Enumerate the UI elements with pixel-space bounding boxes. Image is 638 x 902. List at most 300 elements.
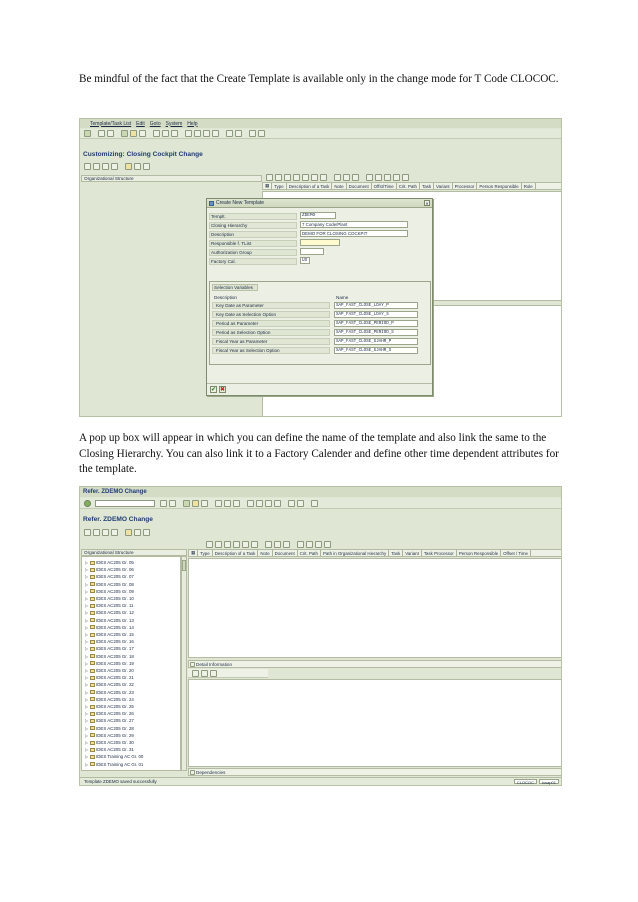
tree-item-label: IDES AC205 Gr. 22 bbox=[96, 682, 134, 688]
sel-row bbox=[212, 338, 428, 346]
tree-item[interactable] bbox=[85, 710, 134, 717]
tree-scrollbar[interactable] bbox=[181, 556, 187, 771]
sel-name-input[interactable]: SAP_FAST_CLOSE_GJAHR_P bbox=[334, 338, 418, 345]
tree-item[interactable] bbox=[85, 660, 134, 667]
folder-icon bbox=[90, 741, 95, 745]
expand-arrow-icon[interactable]: ▷ bbox=[85, 581, 89, 587]
sel-description: Key Date as Selection Option bbox=[212, 311, 330, 318]
field-row-authorization bbox=[209, 248, 297, 256]
tree-item[interactable] bbox=[85, 573, 134, 580]
tree-item-label: IDES AC205 Gr. 16 bbox=[96, 639, 134, 645]
folder-icon bbox=[90, 726, 95, 730]
sel-row bbox=[212, 347, 428, 355]
closing-hierarchy-select[interactable]: 7 Company Code/Plant bbox=[300, 221, 408, 228]
tree-item[interactable] bbox=[85, 689, 134, 696]
dialog-title-bar bbox=[207, 199, 432, 208]
other-object-icon[interactable] bbox=[93, 529, 100, 536]
expand-arrow-icon[interactable]: ▷ bbox=[85, 596, 89, 601]
dependencies-header bbox=[188, 768, 562, 776]
tree-item[interactable] bbox=[85, 746, 134, 753]
expand-arrow-icon[interactable]: ▷ bbox=[85, 725, 89, 731]
folder-icon bbox=[90, 748, 95, 752]
col-variant[interactable]: Variant bbox=[403, 550, 422, 556]
field-row-factory-cal bbox=[209, 257, 297, 265]
screenshot-create-template bbox=[79, 118, 562, 417]
print-icon[interactable] bbox=[215, 500, 222, 507]
expand-arrow-icon[interactable]: ▷ bbox=[85, 588, 89, 594]
tree-item[interactable] bbox=[85, 595, 134, 602]
folder-icon bbox=[90, 597, 95, 601]
tree-item-label: IDES AC205 Gr. 20 bbox=[96, 668, 134, 673]
folder-icon bbox=[90, 625, 95, 629]
tree-item[interactable] bbox=[85, 696, 134, 703]
cancel-icon[interactable] bbox=[139, 130, 146, 137]
tree-item-label: IDES AC205 Gr. 31 bbox=[96, 747, 134, 753]
sel-description: Fiscal Year as Selection Option bbox=[212, 347, 330, 354]
field-row-hierarchy bbox=[209, 221, 297, 229]
tree-item-label: IDES AC205 Gr. 09 bbox=[96, 588, 134, 594]
tree-item-label: IDES AC205 Gr. 17 bbox=[96, 646, 134, 652]
col-note[interactable]: Note bbox=[332, 183, 346, 189]
col-document[interactable]: Document bbox=[273, 550, 298, 556]
next-page-icon[interactable] bbox=[265, 500, 272, 507]
layout-change-icon[interactable] bbox=[302, 174, 309, 181]
expand-arrow-icon[interactable]: ▷ bbox=[85, 761, 89, 767]
app-toolbar bbox=[80, 527, 561, 537]
col-processor[interactable]: Processor bbox=[453, 183, 478, 189]
insert-icon[interactable] bbox=[265, 541, 272, 548]
detail-cancel-icon[interactable] bbox=[210, 670, 217, 677]
tree-item-label: IDES AC205 Gr. 05 bbox=[96, 560, 134, 565]
prev-page-icon[interactable] bbox=[194, 130, 201, 137]
collapse-icon[interactable] bbox=[143, 529, 150, 536]
folder-icon bbox=[90, 647, 95, 651]
sel-description: Key Date as Parameter bbox=[212, 302, 330, 309]
tree-item-label: IDES AC205 Gr. 27 bbox=[96, 718, 134, 724]
export-icon[interactable] bbox=[320, 174, 327, 181]
other-object-icon[interactable] bbox=[93, 163, 100, 170]
sel-name-input[interactable]: SAP_FAST_CLOSE_GJAHR_S bbox=[334, 347, 418, 354]
help-icon[interactable] bbox=[311, 500, 318, 507]
hierarchy-icon[interactable] bbox=[102, 529, 109, 536]
field-label-authorization: Authorization Group bbox=[209, 249, 297, 256]
expand-arrow-icon[interactable]: ▷ bbox=[85, 740, 89, 745]
insert-icon[interactable] bbox=[334, 174, 341, 181]
col-task[interactable]: Task bbox=[389, 550, 403, 556]
detail-toolbar bbox=[188, 669, 268, 678]
expand-arrow-icon[interactable]: ▷ bbox=[85, 610, 89, 616]
description-input[interactable]: DEMO FOR CLOSING COCKPIT bbox=[300, 230, 408, 237]
tree-item-label: IDES AC205 Gr. 15 bbox=[96, 632, 134, 637]
display-change-icon[interactable] bbox=[84, 163, 91, 170]
status-message: Template ZDEMO saved successfully bbox=[84, 779, 157, 784]
back-icon[interactable] bbox=[121, 130, 128, 137]
screenshot-template-change bbox=[79, 486, 562, 786]
page-title: Refer. ZDEMO Change bbox=[80, 514, 561, 525]
col-description[interactable]: Description of a Task bbox=[213, 550, 259, 556]
tree-item[interactable] bbox=[85, 667, 134, 674]
tree-item[interactable] bbox=[85, 725, 134, 732]
filter-icon[interactable] bbox=[275, 174, 282, 181]
task-toolbar bbox=[262, 173, 502, 181]
print-list-icon[interactable] bbox=[311, 174, 318, 181]
tree-item-label: IDES Training AC Gr. 01 bbox=[96, 761, 144, 767]
folder-icon bbox=[90, 719, 95, 723]
hierarchy-icon[interactable] bbox=[102, 163, 109, 170]
template-input[interactable]: ZDEMO bbox=[300, 212, 336, 219]
move-up-icon[interactable] bbox=[366, 174, 373, 181]
field-label-description: Description bbox=[209, 231, 297, 238]
prev-page-icon[interactable] bbox=[256, 500, 263, 507]
exit-icon[interactable] bbox=[130, 130, 137, 137]
sel-description: Period as Selection Option bbox=[212, 329, 330, 336]
sel-name-input[interactable]: SAP_FAST_CLOSE_PERIOD_S bbox=[334, 329, 418, 336]
info-icon[interactable] bbox=[402, 174, 409, 181]
create-icon[interactable] bbox=[111, 529, 118, 536]
tree-item[interactable] bbox=[85, 681, 134, 688]
refresh-icon[interactable] bbox=[393, 174, 400, 181]
expand-arrow-icon[interactable]: ▷ bbox=[85, 718, 89, 724]
find-next-icon[interactable] bbox=[233, 500, 240, 507]
folder-icon bbox=[90, 690, 95, 694]
detail-area bbox=[188, 679, 562, 767]
last-page-icon[interactable] bbox=[212, 130, 219, 137]
detail-info-label: Detail Information bbox=[196, 661, 233, 667]
folder-icon bbox=[90, 733, 95, 737]
folder-icon bbox=[90, 568, 95, 572]
standard-toolbar bbox=[80, 498, 561, 509]
folder-icon bbox=[90, 561, 95, 565]
col-description[interactable]: Description of a Task bbox=[287, 183, 333, 189]
command-field[interactable] bbox=[95, 500, 155, 507]
expand-icon[interactable] bbox=[134, 529, 141, 536]
tree-item[interactable] bbox=[85, 602, 134, 609]
responsible-input[interactable] bbox=[300, 239, 340, 246]
status-server: tvsap01 bbox=[539, 779, 559, 784]
tree-item-label: IDES AC205 Gr. 06 bbox=[96, 567, 134, 573]
field-row-responsible bbox=[209, 239, 297, 247]
menu-system[interactable]: System bbox=[165, 120, 183, 127]
folder-icon bbox=[90, 661, 95, 665]
folder-icon bbox=[90, 705, 95, 709]
tree-item[interactable] bbox=[85, 559, 134, 566]
tree-item-label: IDES AC205 Gr. 19 bbox=[96, 660, 134, 666]
sel-description: Period as Parameter bbox=[212, 320, 330, 327]
detail-info-icon bbox=[190, 662, 195, 667]
find-icon[interactable] bbox=[162, 130, 169, 137]
tree-item-label: IDES AC205 Gr. 07 bbox=[96, 574, 134, 580]
display-change-icon[interactable] bbox=[84, 529, 91, 536]
save-icon[interactable] bbox=[169, 500, 176, 507]
dialog-title: Create New Template bbox=[216, 200, 264, 206]
menu-edit[interactable]: Edit bbox=[136, 120, 145, 127]
dependency-icon[interactable] bbox=[315, 541, 322, 548]
tree-item-label: IDES AC205 Gr. 26 bbox=[96, 711, 134, 717]
first-page-icon[interactable] bbox=[247, 500, 254, 507]
expand-arrow-icon[interactable]: ▷ bbox=[85, 603, 89, 609]
cancel-icon[interactable] bbox=[201, 500, 208, 507]
tree-item[interactable] bbox=[85, 653, 134, 660]
sel-name-input[interactable]: SAP_FAST_CLOSE_LDAY_P bbox=[334, 302, 418, 309]
next-page-icon[interactable] bbox=[203, 130, 210, 137]
menu-template-task-list[interactable]: Template/Task List bbox=[90, 120, 132, 127]
expand-arrow-icon[interactable]: ▷ bbox=[85, 668, 89, 673]
folder-icon bbox=[90, 697, 95, 701]
col-task[interactable]: Task bbox=[420, 183, 434, 189]
expand-arrow-icon[interactable]: ▷ bbox=[85, 682, 89, 688]
expand-icon[interactable] bbox=[134, 163, 141, 170]
task-column-headers bbox=[188, 549, 562, 557]
collapse-icon[interactable] bbox=[143, 163, 150, 170]
exit-icon[interactable] bbox=[192, 500, 199, 507]
folder-icon bbox=[90, 755, 95, 759]
tree-item[interactable] bbox=[85, 609, 134, 616]
print-icon[interactable] bbox=[153, 130, 160, 137]
total-icon[interactable] bbox=[293, 174, 300, 181]
org-structure-header: Organizational Structure bbox=[81, 549, 187, 556]
dependency-icon[interactable] bbox=[384, 174, 391, 181]
menu-help[interactable]: Help bbox=[187, 120, 198, 127]
shortcut-icon[interactable] bbox=[297, 500, 304, 507]
move-down-icon[interactable] bbox=[306, 541, 313, 548]
folder-icon bbox=[90, 633, 95, 637]
folder-icon bbox=[90, 676, 95, 680]
expand-arrow-icon[interactable]: ▷ bbox=[85, 617, 89, 623]
detail-info-header bbox=[188, 660, 562, 668]
col-crit-path[interactable]: Crit. Path bbox=[397, 183, 420, 189]
tree-item[interactable] bbox=[85, 638, 134, 645]
help-icon[interactable] bbox=[249, 130, 256, 137]
new-session-icon[interactable] bbox=[288, 500, 295, 507]
back-icon[interactable] bbox=[183, 500, 190, 507]
cancel-x-icon[interactable]: ✖ bbox=[220, 387, 226, 393]
tree-item-label: IDES Training AC Gr. 00 bbox=[96, 754, 144, 760]
tree-item[interactable] bbox=[85, 703, 134, 710]
task-list-area bbox=[188, 558, 562, 658]
status-tcode: CLOCOC bbox=[514, 779, 537, 784]
org-structure-header: Organizational Structure bbox=[81, 175, 262, 182]
tree-item[interactable] bbox=[85, 617, 134, 624]
col-offset[interactable]: Offset / Time bbox=[501, 550, 531, 556]
tree-item[interactable] bbox=[85, 732, 134, 739]
col-offset[interactable]: Offst/Time bbox=[372, 183, 397, 189]
tree-item[interactable] bbox=[85, 753, 143, 760]
page-title: Customizing: Closing Cockpit Change bbox=[80, 149, 561, 160]
tree-item-label: IDES AC205 Gr. 14 bbox=[96, 624, 134, 630]
shortcut-icon[interactable] bbox=[235, 130, 242, 137]
expand-arrow-icon[interactable]: ▷ bbox=[85, 624, 89, 630]
sort-icon[interactable] bbox=[224, 541, 231, 548]
tree-item-label: IDES AC205 Gr. 08 bbox=[96, 581, 134, 587]
col-org-path[interactable]: Path in Organizational Hierarchy bbox=[321, 550, 389, 556]
tree-item-label: IDES AC205 Gr. 11 bbox=[96, 603, 134, 609]
field-row-description bbox=[209, 230, 297, 238]
tree-item[interactable] bbox=[85, 674, 134, 681]
detail-save-icon[interactable] bbox=[201, 670, 208, 677]
expand-arrow-icon[interactable]: ▷ bbox=[85, 754, 89, 760]
folder-icon bbox=[90, 589, 95, 593]
expand-arrow-icon[interactable]: ▷ bbox=[85, 567, 89, 573]
folder-icon bbox=[90, 618, 95, 622]
standard-toolbar bbox=[80, 129, 561, 139]
create-icon[interactable] bbox=[111, 163, 118, 170]
save-icon[interactable] bbox=[107, 130, 114, 137]
field-label-hierarchy: Closing Hierarchy bbox=[209, 222, 297, 229]
tree-item[interactable] bbox=[85, 624, 134, 631]
move-up-icon[interactable] bbox=[297, 541, 304, 548]
menu-goto[interactable]: Goto bbox=[149, 120, 161, 127]
selection-variables-title: Selection Variables bbox=[212, 284, 258, 291]
status-bar bbox=[80, 777, 561, 785]
field-row-template bbox=[209, 212, 297, 220]
expand-arrow-icon[interactable]: ▷ bbox=[85, 711, 89, 717]
folder-icon bbox=[90, 712, 95, 716]
expand-arrow-icon[interactable]: ▷ bbox=[85, 747, 89, 753]
layout-change-icon[interactable] bbox=[242, 541, 249, 548]
sel-row bbox=[212, 311, 428, 319]
expand-arrow-icon[interactable]: ▷ bbox=[85, 732, 89, 738]
new-session-icon[interactable] bbox=[226, 130, 233, 137]
expand-arrow-icon[interactable]: ▷ bbox=[85, 653, 89, 659]
tree-item[interactable] bbox=[85, 739, 134, 746]
dialog-window-icon bbox=[209, 201, 214, 206]
details-icon[interactable] bbox=[206, 541, 213, 548]
tree-item[interactable] bbox=[85, 566, 134, 573]
expand-arrow-icon[interactable]: ▷ bbox=[85, 696, 89, 702]
folder-icon bbox=[90, 582, 95, 586]
expand-arrow-icon[interactable]: ▷ bbox=[85, 632, 89, 637]
col-processor[interactable]: Task Processor bbox=[422, 550, 457, 556]
folder-icon bbox=[90, 640, 95, 644]
copy-row-icon[interactable] bbox=[283, 541, 290, 548]
folder-icon bbox=[90, 611, 95, 615]
tree-scrollbar-thumb[interactable] bbox=[182, 560, 186, 571]
dependencies-icon bbox=[190, 770, 195, 775]
delete-row-icon[interactable] bbox=[274, 541, 281, 548]
tree-item-label: IDES AC205 Gr. 21 bbox=[96, 675, 134, 681]
confirm-icon[interactable]: ✔ bbox=[211, 387, 217, 393]
command-dropdown-icon[interactable] bbox=[160, 500, 167, 507]
folder-icon bbox=[90, 575, 95, 579]
folder-icon[interactable] bbox=[125, 163, 132, 170]
enter-icon[interactable] bbox=[84, 500, 91, 507]
layout-icon[interactable] bbox=[258, 130, 265, 137]
folder-icon bbox=[90, 683, 95, 687]
copy-row-icon[interactable] bbox=[352, 174, 359, 181]
tree-item-label: IDES AC205 Gr. 30 bbox=[96, 740, 134, 745]
first-page-icon[interactable] bbox=[185, 130, 192, 137]
tree-item[interactable] bbox=[85, 631, 134, 638]
col-icon[interactable]: ▦ bbox=[189, 550, 198, 556]
tree-item-label: IDES AC205 Gr. 25 bbox=[96, 704, 134, 709]
sel-description: Fiscal Year as Parameter bbox=[212, 338, 330, 345]
sel-header-name: Name bbox=[336, 295, 349, 300]
refresh-icon[interactable] bbox=[324, 541, 331, 548]
sel-name-input[interactable]: SAP_FAST_CLOSE_LDAY_S bbox=[334, 311, 418, 318]
tree-item-label: IDES AC205 Gr. 23 bbox=[96, 689, 134, 695]
expand-arrow-icon[interactable]: ▷ bbox=[85, 639, 89, 645]
folder-icon bbox=[90, 762, 95, 766]
dialog-close-icon[interactable]: ✕ bbox=[425, 201, 429, 206]
col-variant[interactable]: Variant bbox=[434, 183, 453, 189]
tree-item-label: IDES AC205 Gr. 29 bbox=[96, 732, 134, 738]
task-column-headers bbox=[262, 182, 562, 190]
folder-icon bbox=[90, 669, 95, 673]
delete-row-icon[interactable] bbox=[343, 174, 350, 181]
tree-item[interactable] bbox=[85, 717, 134, 724]
tree-item-label: IDES AC205 Gr. 13 bbox=[96, 617, 134, 623]
tree-item[interactable] bbox=[85, 761, 143, 768]
find-icon[interactable] bbox=[224, 500, 231, 507]
factory-calendar-input[interactable]: US bbox=[300, 257, 310, 264]
status-system-info bbox=[514, 779, 559, 784]
expand-arrow-icon[interactable]: ▷ bbox=[85, 660, 89, 666]
tree-item-label: IDES AC205 Gr. 24 bbox=[96, 696, 134, 702]
folder-icon[interactable] bbox=[125, 529, 132, 536]
col-role[interactable]: Role bbox=[522, 183, 536, 189]
col-note[interactable]: Note bbox=[258, 550, 272, 556]
print-list-icon[interactable] bbox=[251, 541, 258, 548]
field-label-factory-cal: Factory Cal. bbox=[209, 258, 297, 265]
filter-icon[interactable] bbox=[215, 541, 222, 548]
task-toolbar bbox=[202, 540, 402, 548]
col-icon[interactable]: ▦ bbox=[263, 183, 272, 189]
sel-row bbox=[212, 302, 428, 310]
create-template-dialog bbox=[206, 198, 433, 396]
selection-variables-group bbox=[209, 281, 431, 365]
col-type[interactable]: Type bbox=[272, 183, 287, 189]
tree-item-label: IDES AC205 Gr. 12 bbox=[96, 610, 134, 616]
authorization-input[interactable] bbox=[300, 248, 324, 255]
col-person[interactable]: Person Responsible bbox=[457, 550, 501, 556]
col-crit-path[interactable]: Crit. Path bbox=[298, 550, 321, 556]
col-type[interactable]: Type bbox=[198, 550, 213, 556]
tree-item-label: IDES AC205 Gr. 18 bbox=[96, 653, 134, 659]
window-title: Refer. ZDEMO Change bbox=[80, 487, 561, 497]
command-field-icon[interactable] bbox=[98, 130, 105, 137]
expand-arrow-icon[interactable]: ▷ bbox=[85, 689, 89, 695]
expand-arrow-icon[interactable]: ▷ bbox=[85, 646, 89, 652]
move-down-icon[interactable] bbox=[375, 174, 382, 181]
expand-arrow-icon[interactable]: ▷ bbox=[85, 704, 89, 709]
org-structure-tree bbox=[81, 556, 181, 771]
expand-arrow-icon[interactable]: ▷ bbox=[85, 574, 89, 580]
expand-arrow-icon[interactable]: ▷ bbox=[85, 675, 89, 681]
sort-icon[interactable] bbox=[284, 174, 291, 181]
col-person[interactable]: Person Responsible bbox=[477, 183, 521, 189]
expand-arrow-icon[interactable]: ▷ bbox=[85, 560, 89, 565]
field-label-template: Templt. bbox=[209, 213, 297, 220]
details-icon[interactable] bbox=[266, 174, 273, 181]
tree-item[interactable] bbox=[85, 588, 134, 595]
find-next-icon[interactable] bbox=[171, 130, 178, 137]
tree-item[interactable] bbox=[85, 645, 134, 652]
detail-edit-icon[interactable] bbox=[192, 670, 199, 677]
enter-icon[interactable] bbox=[84, 130, 91, 137]
paragraph-intro: Be mindful of the fact that the Create Template is available only in the change mode for T Code CLOCOC. bbox=[79, 73, 559, 85]
paragraph-popup: A pop up box will appear in which you can define the name of the template and also link the same to the Closing Hierarchy. You can also link it to a Factory Calender and define other time dependent attributes for the template. bbox=[79, 432, 559, 476]
tree-item-label: IDES AC205 Gr. 10 bbox=[96, 596, 134, 601]
folder-icon bbox=[90, 654, 95, 658]
sel-row bbox=[212, 320, 428, 328]
total-icon[interactable] bbox=[233, 541, 240, 548]
last-page-icon[interactable] bbox=[274, 500, 281, 507]
tree-item[interactable] bbox=[85, 581, 134, 588]
sel-name-input[interactable]: SAP_FAST_CLOSE_PERIOD_P bbox=[334, 320, 418, 327]
dependencies-label: Dependencies bbox=[196, 769, 226, 775]
field-label-responsible: Responsible f. TList bbox=[209, 240, 297, 247]
col-document[interactable]: Document bbox=[347, 183, 372, 189]
